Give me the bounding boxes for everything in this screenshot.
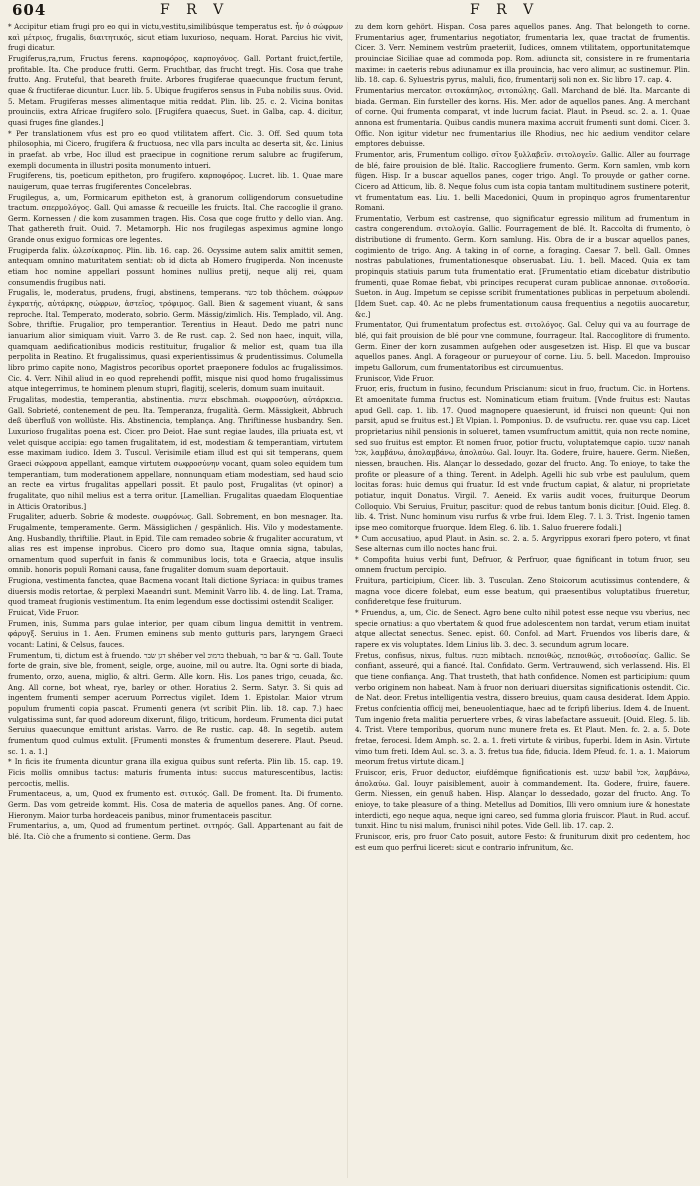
dictionary-entry: Fruicat, Vide Fruor.: [8, 608, 79, 618]
dictionary-entry: Frumentaceus, a, um, Quod ex frumento est. σιτικός. Gall. De froment. Ita. Di frumento. Germ. Das vom getreide kommt. His. Cosa de materia de aquellos panes. Ang. Of corne. Hieronym. Maior turba hordeaceis panibus, minor frumentaceis pascitur.: [8, 789, 343, 820]
dictionary-entry: Frumentatio, Verbum est castrense, quo significatur egressio militum ad frumentum in castra congerendum. σιτολογία. Gallic. Fourragement de blé. It. Raccolta di frumento, ò distributione di frumento. Germ. Korn samlung. His. Obra de ir a buscar aquellos panes, cogimiento de trigo. Ang. A taking in of corne, a foraging. Caesar 7. bell. Gall. Omnes nostras pabulationes, frumentationesque obseruabat. Liu. 1. bell. Maced. Quia ex tam propinquis statiuis parum tuta frumentatio erat. [Frumentatio etiam dicebatur distributio frumenti, quae Romae fiebat, vbi principes recuperat curam publicae annonae. σιτοδοσία. Sueton. in Aug. Impetum se cepisse scribit frumentationes publicas in perpetuum abolendi. [Idem Suet. cap. 40. Ac ne plebs frumentationum causa frequentius a negotiis auocaretur, &c.]: [355, 213, 690, 319]
dictionary-entry: Fruniscor, Vide Fruor.: [355, 373, 435, 383]
running-header: [0, 0, 700, 22]
dictionary-entry: Frumentum, ti, dictum est à fruendo. דגן שׂבר shéber vel ברמוכ thebuah, בר bar & בר. Gall. Toute forte de grain, sive ble, froment, seigle, orge, auoine, mil ou autre. Ita. Ogni sorte di biada, frumento, orzo, auena, miglio, & altri. Germ. Alle korn. His. Los panes trigo, ceuada, &c. Ang. All corne, bot wheat, rye, barley or other. Horatius 2. Serm. Satyr. 3. Si quis ad ingentem frumenti semper aceruum Porrectus vigilet. Idem 1. Epistolar. Maior vtrum populum frumenti copia pascat. Frumenti genera (vt scribit Plin. lib. 18. cap. 7.) haec vulgatissima sunt, far quod adoreum dixerunt, filigo, triticum, hordeum. Frumenta dici putat Seruius quaecunque emittunt aristas. Varro. de Re rustic. cap. 48. In segetib. autem frumentum quod culmus extulit. [Frumenti monstes & frumentum deserere. Plaut. Pseud. sc. 1. a. 1.]: [8, 650, 343, 756]
dictionary-entry: Frugiperda falix. ὠλεσίκαρπος. Plin. lib. 16. cap. 26. Ocyssime autem salix amittit semen, antequam omnino maturitatem sentiat: ob id dicta ab Homero frugiperda. Non incenuste etiam hoc nomine appellari possunt homines nullius pretij, neque alij rei, quam consumendis frugibus nati.: [8, 245, 343, 287]
dictionary-entry: Fruniscor, eris, pro fruor Cato posuit, autore Festo: & fruniturum dixit pro cedentem, hoc est eum quo perfrui liceret: sicut e contrario infrunitum, &c.: [355, 831, 690, 852]
dictionary-entry: Frumentor, aris, Frumentum colligo. σῖτον ξυλλαβεῖν. σιτολογεῖν. Gallic. Aller au fourrage de blé, faire prouision de blé. Italic. Raccogliere frumento. Germ. Korn samlen, vmb korn fügen. Hisp. Ir a buscar aquellos panes, coger trigo. Angl. To prouyde or gather corne. Cicero ad Atticum, lib. 8. Neque folus cum ista copia tantam multitudinem sustinere poterit, vt frumentatum eas. Liu. 1. belli Macedonici, Quum in propinquo agros frumentarentur Romani.: [355, 149, 690, 213]
dictionary-entry: Frumentarius, a, um, Quod ad frumentum pertinet. σιτηρός. Gall. Appartenant au fait de blé. Ita. Ciò che a frumento si contiene. Germ. Das: [8, 821, 343, 841]
dictionary-entry: * Fruendus, a, um, Cic. de Senect. Agro bene culto nihil potest esse neque vsu vberius, nec specie ornatius: a quo vbertatem & quod frue adolescentem non tardat, verum etiam inuitat atque allectat senectus. Senec. epist. 60. Confol. ad Mart. Fruendos vos liberis dare, & rapere ex vis voluptates. Idem Linius lib. 3. dec. 3. secundum agrum locare.: [355, 608, 690, 650]
dictionary-entry: Frugiferens, tis, poeticum epitheton, pro frugifero. καρποφόρος. Lucret. lib. 1. Quae mare nauigerum, quae terras frugiferentes Concelebras.: [8, 171, 343, 191]
dictionary-entry: Frugiona, vestimenta fanctea, quae Bacmena vocant Itali dictione Syriaca: in quibus trames diuersis modis retortae, & perplexi Maeandri sunt. Meminit Varro lib. 4. de ling. Lat. Trama, quod trameat frugionis vestimentum. Ita enim legendum esse doctissimi ostendit Scaliger.: [8, 576, 343, 607]
dictionary-entry: * In ficis ite frumenta dicuntur grana illa exigua quibus sunt referta. Plin lib. 15. cap. 19. Ficis mollis omnibus tactus: maturis frumenta intus: succus maturescentibus, lactis: percoctis, mellis.: [8, 757, 343, 788]
dictionary-entry: Fruiscor, eris, Fruor deductor, eiufdémque fignificationis est. שבענו babil אכל, λαμβάνω, ἀπολαύω. Gal. Iouyr paisiblement, auoir à commandement. Ita. Godere, fruire, fauere. Germ. Niessen, ein genuß haben. Hisp. Alançar lo dessedado, gozar del fructo. Ang. To enioye, to take pleasure of a thing. Metellus ad Domitios, Illi vero omnium iure & honestate interdicti, ego neque aqua, neque igni careo, sed fumma gloria fruiscor. Plaut. in Rud. accuf. tunxit. Hinc tu nisi malum, frunisci nihil potes. Vide Gell. lib. 17. cap. 2.: [355, 767, 690, 831]
dictionary-entry: Frugalitas, modestia, temperantia, abstinentia. צניעות ebschmah. σωφροσύνη, αὐτάρκεια. Gall. Sobrieté, contenement de peu. Ita. Temperanza, frugalità. Germ. Mässigkeit, Abbruch deß überfluß von wollüste. His. Abstinencia, templança. Ang. Thriftinesse husbandry. Sen. Luxurioso frugalitas poena est. Cicer. pro Deiot. Hae sunt regiae laudes, illa priuata est, vt velet quisque accipia: ego tamen frugalitatem, id est, modestiam & temperantiam, virtutem esse maximam iudico. Idem 3. Tuscul. Verisimile etiam illud est qui sit temperans, quem Graeci σώφρονα appellant, eamque virtutem σωφροσύνην vocant, quam soleo equidem tum temperantiam, tum moderationem appellare, nonnunquam etiam modestiam, sed haud scio an recte ea virtus frugalitas appellari possit. Et paulo post, Frugalitas (vt opinor) a frugalitate, quo nihil melius est a terra oritur. [Lamellian. Frugalitas quaedam Eloquentiae in Atticis Oratoribus.]: [8, 394, 343, 511]
page-number: 604: [12, 1, 47, 19]
dictionary-entry: Frugalis, le, moderatus, prudens, frugi, abstinens, temperans. כשׂר tob thôchem. σώφρων ἐγκρατής, αὐτάρκης, σώφρων, ἀστεῖος, τρόφιμος. Gall. Bien & sagement viuant, & sans reproche. Ital. Temperato, moderato, sobrio. Germ. Mässig/zimlich. His. Templado, vil. Ang. Sobre, thriftie. Frugalior, pro temperantior. Terentius in Heaut. Dedo me patri nunc ianuarium alior simiquam viuit. Varro 3. de Re rust. cap. 2. Sed non haec, inquit, villa, quamquam aedificationibus modicis restituitur, frugalior & melior est, quam tua illa perpolita in Reatino. Et frugalissimus, quasi experientissimus & prudentissimus. Columella libro primo capite nono, Magistros pecoribus oportet praeponere fodulos ac frugalissimos. Cic. 4. Verr. Nihil aliud in eo quod reprehendi poffit, misque nisi quod homo frugalissimus atque integerrimus, te hominem plenum stupri, flagitij, sceleris, domum suam inuitauit.: [8, 288, 343, 394]
dictionary-entry: zu dem korn gehört. Hispan. Cosa pares aquellos panes. Ang. That belongeth to corne. Frumentarius ager, frumentarius negotiator, frumentaria lex, quae tractat de frumentis. Cicer. 3. Verr. Neminem vestrûm praeteriit, Iudices, omnem vtilitatem, opportunitatemque prouinciae Siciliae quae ad commoda pop. Rom. adiuncta sit, consistere in re frumentaria maxime: in caeteris rebus adiunamur ex illa prouincia, hac vero alimur, ac sustinemur. Plin. lib. 18. cap. 6. Syluestris pyrus, maluli, fico, frumentarij soli non ex. Sic libro 17. cap. 4.: [355, 22, 690, 85]
dictionary-entry: * Per translationem vfus est pro eo quod vtilitatem affert. Cic. 3. Off. Sed quum tota philosophia, mi Cicero, frugifera & fructuosa, nec vlla pars inculta ac deserta sit, &c. Linius in praefat. ab vrbe, Hoc illud est praecipue in cognitione rerum salubre ac frugiferum, exempli documenta in illustri posita monumento intueri.: [8, 128, 343, 170]
dictionary-entry: * Cum accusatiuo, apud Plaut. in Asin. sc. 2. a. 5. Argyrippus exorari fpero potero, vt finat Sese alternas cum illo noctes hanc frui.: [355, 533, 690, 554]
dictionary-entry: Frumen, inis, Summa pars gulae interior, per quam cibum lingua demittit in ventrem. φάρυγξ. Seruius in 1. Aen. Frumen eminens sub mento gutturis pars, laryngem Graeci vocant: Latini, & Celsus, fauces.: [8, 618, 343, 650]
dictionary-entry: Frugilegus, a, um, Formicarum epitheton est, à granorum colligendorum consuetudine tractum. σπερμολόγος. Gall. Qui amasse & recueille les fruicts. Ital. Che raccoglie il grano. Germ. Kornessen / die kom zusammen tragen. His. Cosa que coge frutto y dello vian. Ang. That gathereth fruit. Ouid. 7. Metamorph. Hic nos frugilegas aspeximus agmine longo Grande onus exiguo formicas ore legentes.: [8, 192, 343, 245]
dictionary-entry: Frumentator, Qui frumentatum profectus est. σιτολόγος. Gal. Celuy qui va au fourrage de blé, qui fait prouision de blé pour vne commune, fourrageur. Ital. Raccoglitore di frumento. Germ. Einer der korn zusammen aufgehen oder ausgesetzen ist. Hisp. El que va buscar aquellos panes. Angl. A forageour or purueyour of corne. Liu. 5. bell. Macedon. Improuiso impetu Gallorum, cum frumentatoribus est circumuentus.: [355, 320, 690, 372]
running-head-right: F R V: [470, 2, 540, 18]
left-column: [8, 22, 343, 1182]
dictionary-entry: * Compofita huius verbi funt, Defruor, & Perfruor, quae fignificant in totum fruor, seu omnem fructum percipio.: [355, 554, 690, 575]
right-column: [355, 22, 690, 1182]
dictionary-entry: Fruor, eris, fructum in fusino, fecundum Priscianum: sicut in fruo, fructum. Cic. in Hortens. Et amoenitate fumma fructus est. Nominaticum etiam fruitum. [Vnde fruitus est: Nautas apud Gell. cap. 1. lib. 17. Quod magnopere quaesierunt, id fruisci non queunt: Qui non parsit, apud se fruitus est.] Et Vlpian. l. Pomponius. D. de vsufructu. rer. quae vsu cap. Licet proprietarius nihil pensionis in solueret, tamen vsumfructum amittit, quia non recte nomine, sed suo fruitus est emptor. Et nomen fruor, potior fructu, voluptatemque capio. שבענו nanah אכל, λαμβάνω, ἀπολαμβάνω, ἀπολαύω. Gal. Iouyr. Ita. Godere, fruire, hauere. Germ. Nießen, niessen, brauchen. His. Alançar lo dessedado, gozar del fructo. Ang. To enioye, to take the profite or pleasure of a thing. Terent. in Adelph. Agelli hic sub vrbe est paululum, quem locitas foras: huic demus qui fruatur. Id est vnde fructum capiat, & alatur, ni proprietate potiatur, inquit Donatus. Virgil. 7. Aeneid. Ex variis audit voces, fruiturque Deorum Colloquio. Vbi Seruius, Fruitur, pascitur: quod de rebus tantum bonis dicitur. [Ouid. Eleg. 8. lib. 4. Trist. Nunc hominum visu rurfus & vrbe frui. Idem Eleg. 7. l. 3. Trist. Ingenio tamen ipse meo comitorque fruorque. Idem Eleg. 6. lib. 1. Saluo fruerere fodali.]: [355, 384, 690, 532]
dictionary-entry: Frugiferus,ra,rum, Fructus ferens. καρποφόρος, καρπογόνος. Gall. Portant fruict,fertile, profitable. Ita. Che produce frutti. Germ. Fruchtbar, das frucht tregt. His. Cosa que trahe frutto. Ang. Fruteful, that beareth fruite. Arbores frugiferae quaecunque fructum ferunt, quae & fructiferae dicuntur. Lucr. lib. 5. Ubique frugiferos sensus in Fuba nobilis suus. Ovid. 5. Metam. Frugiferas messes alimentaque mitia reddat. Plin. lib. 25. c. 2. Vicina bonitas prouinciis, extra Africae frugifero solo. [Frugifera quaecus, Suet. in Galba, cap. 4. dicitur, quasi fruges fine glandes.]: [8, 53, 343, 127]
dictionary-entry: Fruitura, participium, Cicer. lib. 3. Tusculan. Zeno Stoicorum acutissimus contendere, & magna voce dicere folebat, eum esse beatum, qui praesentibus voluptatibus frueretur, confideretque fese fruiturum.: [355, 576, 690, 607]
column-gutter: [347, 22, 348, 1178]
dictionary-entry: Frugaliter, aduerb. Sobrie & modeste. σωφρόνως. Gall. Sobrement, en bon mesnager. Ita. Frugalmente, temperamente. Germ. Mässiglichen / gespänlich. His. Vilo y modestamente. Ang. Husbandly, thriftilie. Plaut. in Epid. Tile cam remadeo sobrie & frugaliter accuratum, vt alias res est impense inprobus. Cicero pro domo sua, Itaque omnia signa, tabulas, ornamentum quod superfuit in fanis & communibus locis, tota e Graecia, atque insulis omnib. honoris populi Romani causa, fane frugaliter domum suam deportauit.: [8, 512, 343, 575]
dictionary-entry: * Accipitur etiam frugi pro eo qui in victu,vestitu,similibúsque temperatus est. ἦν ὁ σώφρων καὶ μέτριος, frugalis, διαιτητικός, sicut etiam luxurioso, nequam. Horat. Parcius hic vivit, frugi dicatur.: [8, 22, 343, 53]
running-head-left: F R V: [160, 2, 230, 18]
dictionary-entry: Frumentarius mercator. σιτοκάπηλος, σιτοπώλης. Gall. Marchand de blé. Ita. Marcante di biada. German. Ein fursteller des korns. His. Mer. ador de aquellos panes. Ang. A merchant of corne. Qui frumenta comparat, vt inde lucrum faciat. Plaut. in Pseud. sc. 2. a. 1. Quae annona est frumentaria. Quibus candis munera maxima accruit frumenti sunt domi. Cicer. 3. Offic. Non igitur videtur nec frumentarius ille Rhodius, nec hic aedium venditor celare emptores debuisse.: [355, 85, 690, 149]
dictionary-entry: Fretus, confisus, nixus, fultus. מבטח mibtach. πεποιθώς, πεποιθώς, σιτοδοσίας. Gallic. Se confiant, asseuré, qui a fiancé. Ital. Confidato. Germ. Vertrauwend, sich verlassend. His. El que tiene confiança. Ang. That trusteth, that hath confidence. Nomen est participium: quum verbo originem non habeat. Nam à fruor non deriuari diuersitas significationis ostendit. Cic. de Nat. deor. Fretus intelligentia vestra, dissero breuius, quam causa desiderat. Idem Appio. Fretus confcientia officij mei, beneuolentiaque, haec ad te fcripfi liberius. Idem 4. de Inuent. Tum ingenio freta malitia peruertere vrbes, & viras labefactare assueuit. [Ouid. Eleg. 5. lib. 4. Trist. Vtere temporibus, quorum nunc munere freta es. Et Plaut. Men. fc. 2. a. 5. Dote fretae, ferocesi. Idem Amph. sc. 2. a. 1. freti virtute & viribus, fuperbi. Idem in Asin. Virtute vimo tum freti. Idem Aul. sc. 3. a. 3. fretus tua fide, fiducia. Idem Pfeud. fc. 1. a. 1. Maiorum meorum fretus virtute dicam.]: [355, 650, 690, 767]
